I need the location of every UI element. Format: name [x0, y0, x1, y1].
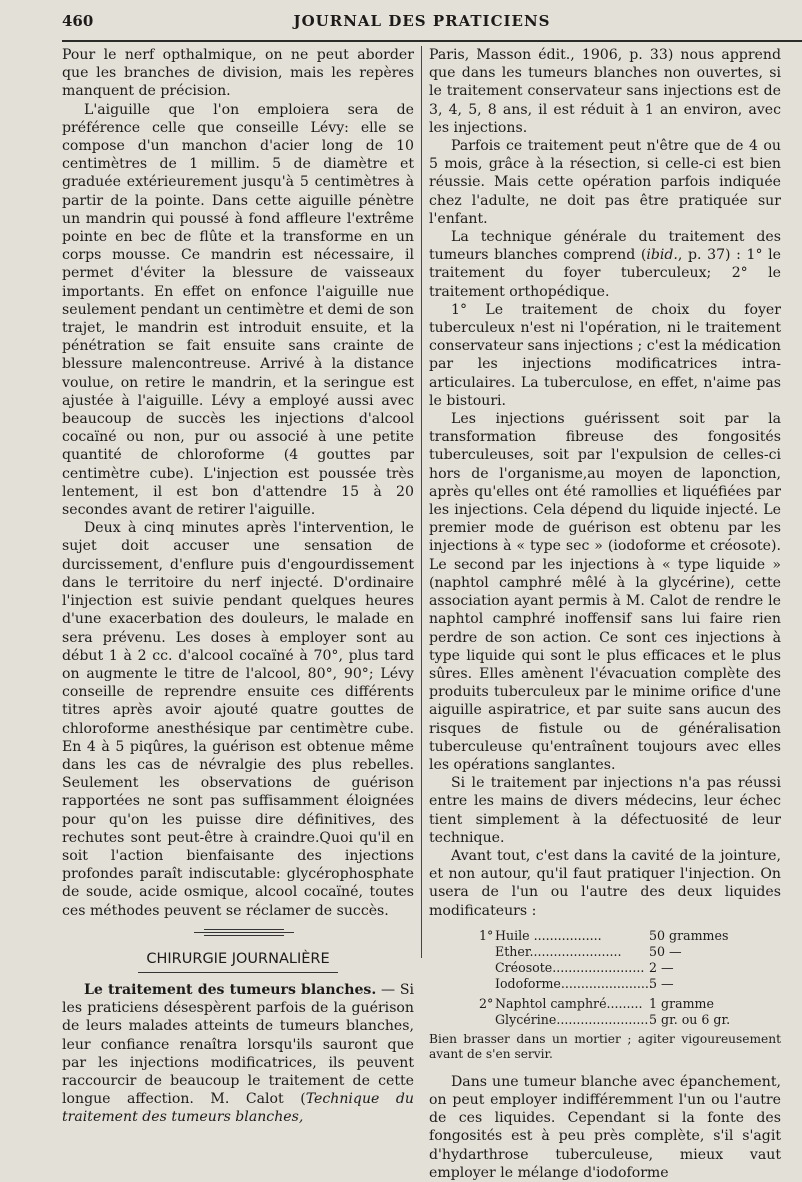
column-divider: [421, 46, 422, 958]
recipe-qty: 5 —: [649, 975, 674, 991]
running-title: JOURNAL DES PRATICIENS: [293, 12, 551, 30]
recipe-table: [429, 928, 781, 1028]
paragraph: Dans une tumeur blanche avec épanchement, on peut employer indifféremment l'un ou l'autre de ces liquides. Cependant si la fonte des fongosités est à peu près complète, s'il s'agit d'hydarthrose tuberculeuse, mieux vaut employer le mélange d'iodoforme: [429, 1073, 781, 1181]
recipe-row: [429, 960, 781, 976]
paragraph: Paris, Masson édit., 1906, p. 33) nous apprend que dans les tumeurs blanches non ouvertes, si le traitement conservateur sans injections est de 3, 4, 5, 8 ans, il est réduit à 1 an environ, avec les injections.: [429, 47, 781, 136]
recipe-row: [429, 944, 781, 960]
left-column: [62, 46, 414, 1127]
ibid-ref: ibid.: [646, 247, 678, 264]
paragraph: Avant tout, c'est dans la cavité de la jointure, et non autour, qu'il faut pratiquer l'injection. On usera de l'un ou l'autre des deux liquides modificateurs :: [429, 847, 781, 919]
paragraph: Parfois ce traitement peut n'être que de 4 ou 5 mois, grâce à la résection, si celle-ci est bien réussie. Mais cette opération parfois indiquée chez l'adulte, ne doit pas être pratiquée sur l'enfant.: [429, 138, 781, 227]
recipe-qty: 5 gr. ou 6 gr.: [649, 1011, 731, 1027]
paragraph: L'aiguille que l'on emploiera sera de préférence celle que conseille Lévy: elle se compose d'un manchon d'acier long de 10 centimètres de 1 millim. 5 de diamètre et graduée extérieurement jusqu'à 5 centimètres à partir de la pointe. Dans cette aiguille pénètre un mandrin qui poussé à fond affleure l'extrême pointe en bec de flûte et la transforme en un corps mousse. Ce mandrin est nécessaire, il permet d'éviter la blessure de vaisseaux importants. En effet on enfonce l'aiguille nue seulement pendant un centimètre et demi de son trajet, le mandrin est introduit ensuite, et la pénétration se fait ensuite sans crainte de blessure malencontreuse. Arrivé à la distance voulue, on retire le mandrin, et la seringue est ajustée à l'aiguille. Lévy a employé aussi avec beaucoup de succès les injections d'alcool cocaïné ou non, pur ou associé à une petite quantité de chloroforme (4 gouttes par centimètre cube). L'injection est poussée très lentement, il est bon d'attendre 15 à 20 secondes avant de retirer l'aiguille.: [62, 101, 414, 519]
paragraph: Pour le nerf opthalmique, on ne peut aborder que les branches de division, mais les repères manquent de précision.: [62, 47, 414, 100]
recipe-item: Glycérine.......................: [495, 1011, 649, 1027]
recipe-item: Iodoforme.......................: [495, 975, 653, 991]
paragraph: [429, 228, 781, 301]
recipe-item: Créosote.......................: [495, 959, 645, 975]
recipe-row: [429, 996, 781, 1012]
recipe-row: [429, 976, 781, 992]
recipe-note: Bien brasser dans un mortier ; agiter vigoureusement avant de s'en servir.: [429, 1031, 781, 1062]
article-text: — Si les praticiens désespèrent parfois de la guérison de leurs malades atteints de tumeurs blanches, leur confiance renaîtra lorsqu'ils sauront que par les injections modificatrices, ils peuvent raccourcir de beaucoup le traitement de cette longue affection. M. Calot (: [62, 981, 415, 1108]
right-column: [429, 46, 781, 1182]
paragraph: Deux à cinq minutes après l'intervention, le sujet doit accuser une sensation de durcissement, d'enflure puis d'engourdissement dans le territoire du nerf injecté. D'ordinaire l'injection est suivie pendant quelques heures d'une exacerbation des douleurs, le malade en sera prévenu. Les doses à employer sont au début 1 à 2 cc. d'alcool cocaïné à 70°, plus tard on augmente le titre de l'alcool, 80°, 90°; Lévy conseille de reprendre ensuite ces différents titres après avoir ajouté quatre gouttes de chloroforme anesthésique par centimètre cube. En 4 à 5 piqûres, la guérison est obtenue même dans les cas de névralgie des plus rebelles. Seulement les observations de guérison rapportées ne sont pas suffisamment éloignées pour qu'on les puisse dire définitives, des rechutes sont peut-être à craindre.Quoi qu'il en soit l'action bienfaisante des injections profondes paraît indiscutable: glycérophosphate de soude, acide osmique, alcool cocaïné, toutes ces méthodes peuvent se réclamer de succès.: [62, 520, 414, 919]
recipe-number: 1°: [479, 927, 494, 943]
recipe-row: [429, 1012, 781, 1028]
page-header: [62, 12, 782, 34]
recipe-number: 2°: [479, 995, 494, 1011]
section-rule: [138, 972, 338, 973]
recipe-item: Huile .................: [495, 927, 602, 943]
recipe-qty: 2 —: [649, 959, 674, 975]
text-run: , p. 37) : 1° le traitement du foyer tuberculeux; 2° le traitement orthopédique.: [429, 247, 781, 300]
paragraph: 1° Le traitement de choix du foyer tuberculeux n'est ni l'opération, ni le traitement conservateur sans injections ; c'est la médication par les injections modificatrices intra-articulaires. La tuberculose, en effet, n'aime pas le bistouri.: [429, 301, 781, 409]
paragraph: Si le traitement par injections n'a pas réussi entre les mains de divers médecins, leur échec tient simplement à la défectuosité de leur technique.: [429, 775, 781, 846]
recipe-qty: 50 grammes: [649, 927, 729, 943]
recipe-row: [429, 928, 781, 944]
citation: Technique du traitement des tumeurs blanches,: [62, 1091, 414, 1126]
section-ornament: [62, 926, 414, 940]
article-title: Le traitement des tumeurs blanches.: [84, 981, 377, 998]
page-number: 460: [62, 12, 94, 30]
paragraph: Les injections guérissent soit par la transformation fibreuse des fongosités tuberculeuses, soit par l'expulsion de celles-ci hors de l'organisme,au moyen de laponction, après qu'elles ont été ramollies et liquéfiées par les injections. Cela dépend du liquide injecté. Le premier mode de guérison est obtenu par les injections à « type sec » (iodoforme et créosote). Le second par les injections à « type liquide » (naphtol camphré mêlé à la glycérine), cette association ayant permis à M. Calot de rendre le naphtol camphré inoffensif sans lui faire rien perdre de son action. Ce sont ces injections à type liquide qui sont le plus efficaces et le plus sûres. Elles amènent l'évacuation complète des produits tuberculeux par le minime orifice d'une aiguille aspiratrice, et par suite sans aucun des risques de fistule ou de généralisation tuberculeuse qu'entraînent toujours avec elles les opérations sanglantes.: [429, 411, 781, 773]
recipe-item: Ether.......................: [495, 943, 622, 959]
section-title: CHIRURGIE JOURNALIÈRE: [146, 950, 330, 967]
text-run: La technique générale du traitement des tumeurs blanches comprend (: [429, 229, 781, 264]
recipe-item: Naphtol camphré.........: [495, 995, 643, 1011]
header-rule: [62, 40, 802, 42]
article-paragraph: [62, 981, 414, 1127]
recipe-qty: 1 gramme: [649, 995, 714, 1011]
recipe-qty: 50 —: [649, 943, 682, 959]
